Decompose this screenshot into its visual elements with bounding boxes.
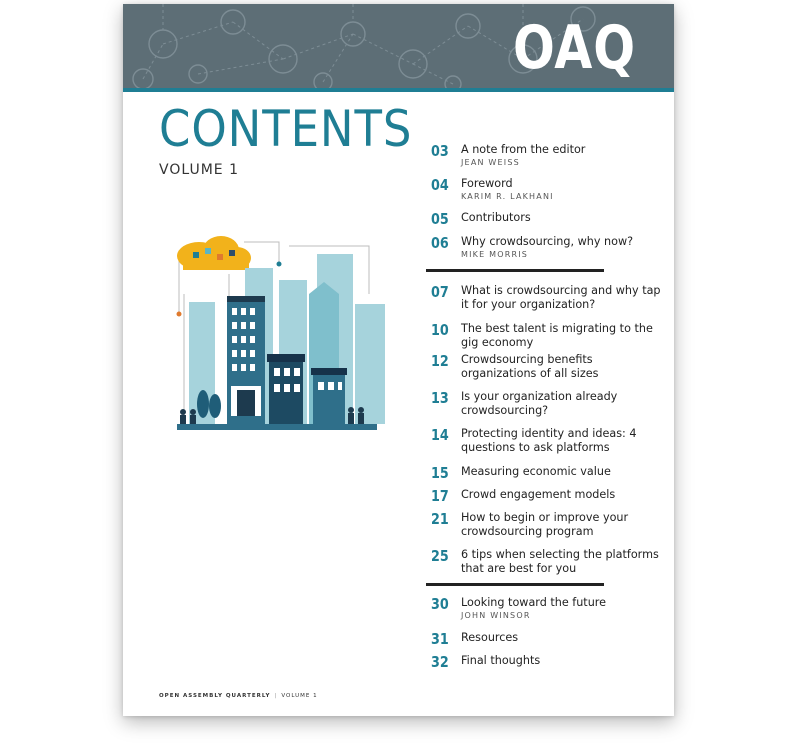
toc-title: Contributors bbox=[461, 211, 531, 224]
toc-title: How to begin or improve your crowdsourcing program bbox=[461, 511, 629, 538]
toc-title: Final thoughts bbox=[461, 654, 541, 667]
page-footer bbox=[159, 693, 318, 699]
toc-page-number: 12 bbox=[431, 352, 449, 370]
toc-page-number: 32 bbox=[431, 653, 449, 671]
magazine-page bbox=[123, 4, 674, 716]
building-dark bbox=[311, 368, 347, 424]
building-dark bbox=[227, 296, 265, 424]
toc-page-number: 15 bbox=[431, 464, 449, 482]
toc-title: Foreword bbox=[461, 177, 513, 190]
contents-heading: CONTENTS bbox=[159, 100, 413, 158]
toc-title: Protecting identity and ideas: 4 questions to ask platforms bbox=[461, 427, 637, 454]
section-divider bbox=[426, 583, 604, 586]
ground bbox=[177, 424, 377, 430]
toc-title: Why crowdsourcing, why now? bbox=[461, 235, 634, 248]
toc-page-number: 13 bbox=[431, 389, 449, 407]
footer-separator: | bbox=[274, 693, 278, 699]
toc-page-number: 31 bbox=[431, 630, 449, 648]
toc-title: A note from the editor bbox=[461, 143, 586, 156]
city-illustration bbox=[169, 234, 399, 444]
toc-author: JEAN WEISS bbox=[461, 158, 520, 167]
toc-page-number: 10 bbox=[431, 321, 449, 339]
node-dot bbox=[277, 262, 282, 267]
toc-title: Crowd engagement models bbox=[461, 488, 616, 501]
toc-page-number: 06 bbox=[431, 234, 449, 252]
toc-page-number: 05 bbox=[431, 210, 449, 228]
toc-page-number: 21 bbox=[431, 510, 449, 528]
toc-author: JOHN WINSOR bbox=[461, 611, 531, 620]
toc-author: KARIM R. LAKHANI bbox=[461, 192, 554, 201]
node-dot bbox=[177, 312, 182, 317]
footer-publication: OPEN ASSEMBLY QUARTERLY bbox=[159, 693, 271, 699]
footer-volume: VOLUME 1 bbox=[281, 693, 318, 699]
toc-author: MIKE MORRIS bbox=[461, 250, 529, 259]
toc-page-number: 03 bbox=[431, 142, 449, 160]
building-dark bbox=[267, 354, 305, 424]
toc-title: The best talent is migrating to the gig economy bbox=[461, 322, 653, 349]
header-banner bbox=[123, 4, 674, 92]
toc-title: Looking toward the future bbox=[461, 596, 607, 609]
toc-title: 6 tips when selecting the platforms that are best for you bbox=[461, 548, 659, 575]
oaq-logo: OAQ bbox=[513, 13, 636, 83]
toc-page-number: 04 bbox=[431, 176, 449, 194]
toc-title: Resources bbox=[461, 631, 519, 644]
toc-title: Measuring economic value bbox=[461, 465, 611, 478]
toc-title: What is crowdsourcing and why tap it for your organization? bbox=[461, 284, 661, 311]
toc-page-number: 30 bbox=[431, 595, 449, 613]
toc-page-number: 07 bbox=[431, 283, 449, 301]
section-divider bbox=[426, 269, 604, 272]
toc-title: Crowdsourcing benefits organizations of all sizes bbox=[461, 353, 599, 380]
toc-page-number: 25 bbox=[431, 547, 449, 565]
cloud-icon bbox=[177, 236, 251, 270]
toc-page-number: 14 bbox=[431, 426, 449, 444]
volume-label: VOLUME 1 bbox=[159, 162, 239, 178]
toc-title: Is your organization already crowdsourcing? bbox=[461, 390, 618, 417]
toc-page-number: 17 bbox=[431, 487, 449, 505]
